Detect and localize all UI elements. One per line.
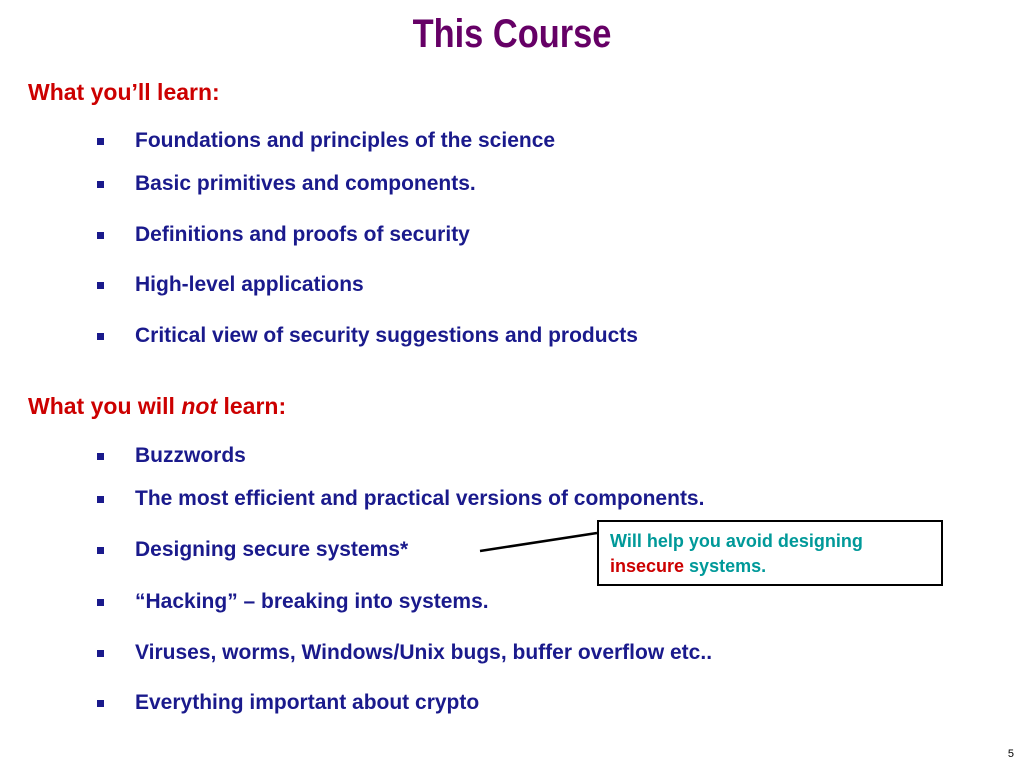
list-item-text: Viruses, worms, Windows/Unix bugs, buffer overflow etc.. [135, 641, 713, 664]
list-item-text: Critical view of security suggestions and products [135, 324, 638, 347]
callout-rest: systems. [684, 556, 767, 576]
list-item-text: Designing secure systems* [135, 538, 409, 561]
list-item-text: “Hacking” – breaking into systems. [135, 590, 489, 613]
slide-title: This Course [412, 12, 612, 56]
callout-line-1: Will help you avoid designing [610, 531, 863, 551]
list-item-text: The most efficient and practical versions of components. [135, 487, 705, 510]
callout-emphasis: insecure [610, 556, 685, 576]
heading-prefix: What you will [28, 393, 182, 419]
list-item-text: Basic primitives and components. [135, 172, 476, 195]
heading-suffix: learn: [217, 393, 287, 419]
list-item-text: Foundations and principles of the science [135, 129, 556, 152]
learn-heading: What you’ll learn: [28, 79, 220, 105]
list-item-text: Buzzwords [135, 444, 246, 467]
list-item-text: Definitions and proofs of security [135, 223, 470, 246]
list-item-text: Everything important about crypto [135, 691, 480, 714]
callout-line-2 [610, 554, 941, 579]
callout-box [597, 520, 943, 586]
heading-emphasis: not [181, 393, 218, 419]
page-number: 5 [1007, 748, 1014, 760]
list-item-text: High-level applications [135, 273, 364, 296]
